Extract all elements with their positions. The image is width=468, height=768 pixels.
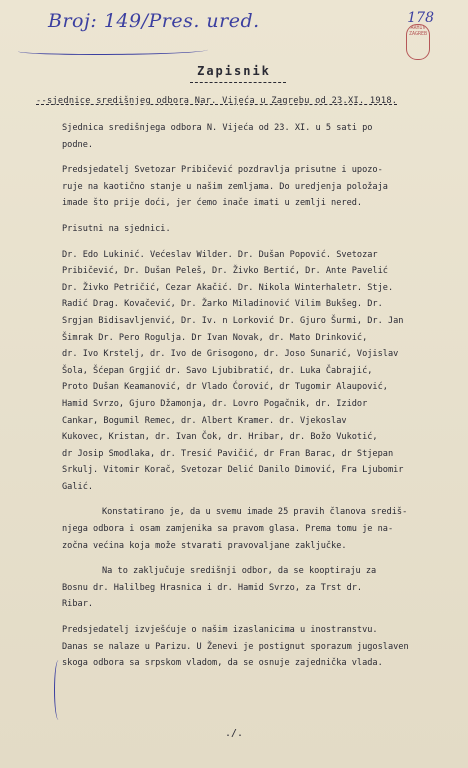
- text-line: Galić.: [62, 481, 94, 492]
- margin-bracket: [54, 660, 63, 720]
- title-underline: [190, 82, 286, 83]
- text-line: Srkulj. Vitomir Korač, Svetozar Delić Danilo Dimović, Fra Ljubomir: [62, 465, 404, 476]
- text-line: Sjednica središnjega odbora N. Vijeća od 23. XI. u 5 sati po: [62, 123, 373, 133]
- text-line: dr. Ivo Krstelj, dr. Ivo de Grisogono, dr. Joso Sunarić, Vojislav: [62, 349, 399, 360]
- text-line: skoga odbora sa srpskom vladom, da se osnuje zajednička vlada.: [62, 658, 383, 669]
- text-line: podne.: [62, 139, 94, 150]
- text-line: Predsjedatelj izvješćuje o našim izaslanicima u inostranstvu.: [62, 625, 378, 636]
- text-line: imade što prije doći, jer ćemo inače imati u zemlji nered.: [62, 198, 363, 209]
- signoff-mark: ./.: [224, 728, 244, 739]
- paragraph-gap: [62, 153, 458, 162]
- text-line: Bosnu dr. Halilbeg Hrasnica i dr. Hamid Svrzo, za Trst dr.: [62, 582, 363, 593]
- paragraph: [62, 563, 458, 613]
- paragraph: [62, 504, 458, 554]
- text-line: njega odbora i osam zamjenika sa pravom glasa. Prema tomu je na-: [62, 524, 394, 535]
- text-line: Predsjedatelj Svetozar Pribičević pozdravlja prisutne i upozo-: [62, 165, 383, 176]
- paragraph: [62, 622, 458, 672]
- text-line: Srgjan Bidisavljenvić, Dr. Iv. n Lorković Dr. Gjuro Šurmi, Dr. Jan: [62, 315, 404, 326]
- stamp-text: ARHIV ZAGREB: [408, 25, 428, 37]
- document-title: Zapisnik: [197, 64, 271, 78]
- document-body: [62, 120, 458, 672]
- paragraph: [62, 247, 458, 496]
- text-line: Ribar.: [62, 599, 94, 610]
- text-line: Kukovec, Kristan, dr. Ivan Čok, dr. Hribar, dr. Božo Vukotić,: [62, 432, 378, 443]
- paragraph-gap: [62, 212, 458, 221]
- text-line: Konstatirano je, da u svemu imade 25 pravih članova središ-: [102, 507, 408, 518]
- text-line: Šimrak Dr. Pero Rogulja. Dr Ivan Novak, dr. Mato Drinković,: [62, 332, 368, 343]
- document-subtitle: --sjednice središnjeg odbora Nar. Vijeća u Zagrebu od 23.XI. 1918.: [36, 96, 398, 106]
- paragraph-gap: [62, 554, 458, 563]
- text-line: Dr. Živko Petričić, Cezar Akačić. Dr. Nikola Winterhaletr. Stje.: [62, 282, 394, 293]
- text-line: Dr. Edo Lukinić. Većeslav Wilder. Dr. Dušan Popović. Svetozar: [62, 249, 378, 260]
- text-line: Hamid Svrzo, Gjuro Džamonja, dr. Lovro Pogačnik, dr. Izidor: [62, 398, 368, 409]
- text-line: Šola, Šćepan Grgjić dr. Savo Ljubibratić, dr. Luka Čabrajić,: [62, 365, 373, 376]
- text-line: Na to zaključuje središnji odbor, da se kooptiraju za: [102, 566, 377, 577]
- text-line: zočna većina koja može stvarati pravovaljane zaključke.: [62, 540, 347, 551]
- handwritten-underline: [18, 46, 208, 55]
- text-line: Cankar, Bogumil Remec, dr. Albert Kramer. dr. Vjekoslav: [62, 415, 347, 426]
- paragraph-gap: [62, 238, 458, 247]
- text-line: Prisutni na sjednici.: [62, 223, 171, 234]
- paragraph-gap: [62, 613, 458, 622]
- text-line: Radić Drag. Kovačević, Dr. Žarko Miladinović Vilim Bukšeg. Dr.: [62, 299, 383, 310]
- text-line: dr Josip Smodlaka, dr. Tresić Pavičić, dr Fran Barac, dr Stjepan: [62, 448, 394, 459]
- text-line: Danas se nalaze u Parizu. U Ženevi je postignut sporazum jugoslaven: [62, 641, 409, 652]
- page-number: 178: [407, 10, 434, 26]
- paragraph-gap: [62, 495, 458, 504]
- paragraph: [62, 162, 458, 212]
- text-line: Pribičević, Dr. Dušan Peleš, Dr. Živko Bertić, Dr. Ante Pavelić: [62, 266, 388, 277]
- text-line: ruje na kaotično stanje u našim zemljama. Do uredjenja položaja: [62, 181, 388, 192]
- archive-stamp: [406, 24, 430, 60]
- paragraph: [62, 221, 458, 238]
- text-line: Proto Dušan Keamanović, dr Vlado Ćorović, dr Tugomir Alaupović,: [62, 382, 388, 393]
- handwritten-reference-note: Broj: 149/Pres. ured.: [48, 10, 260, 32]
- paragraph: [62, 120, 458, 153]
